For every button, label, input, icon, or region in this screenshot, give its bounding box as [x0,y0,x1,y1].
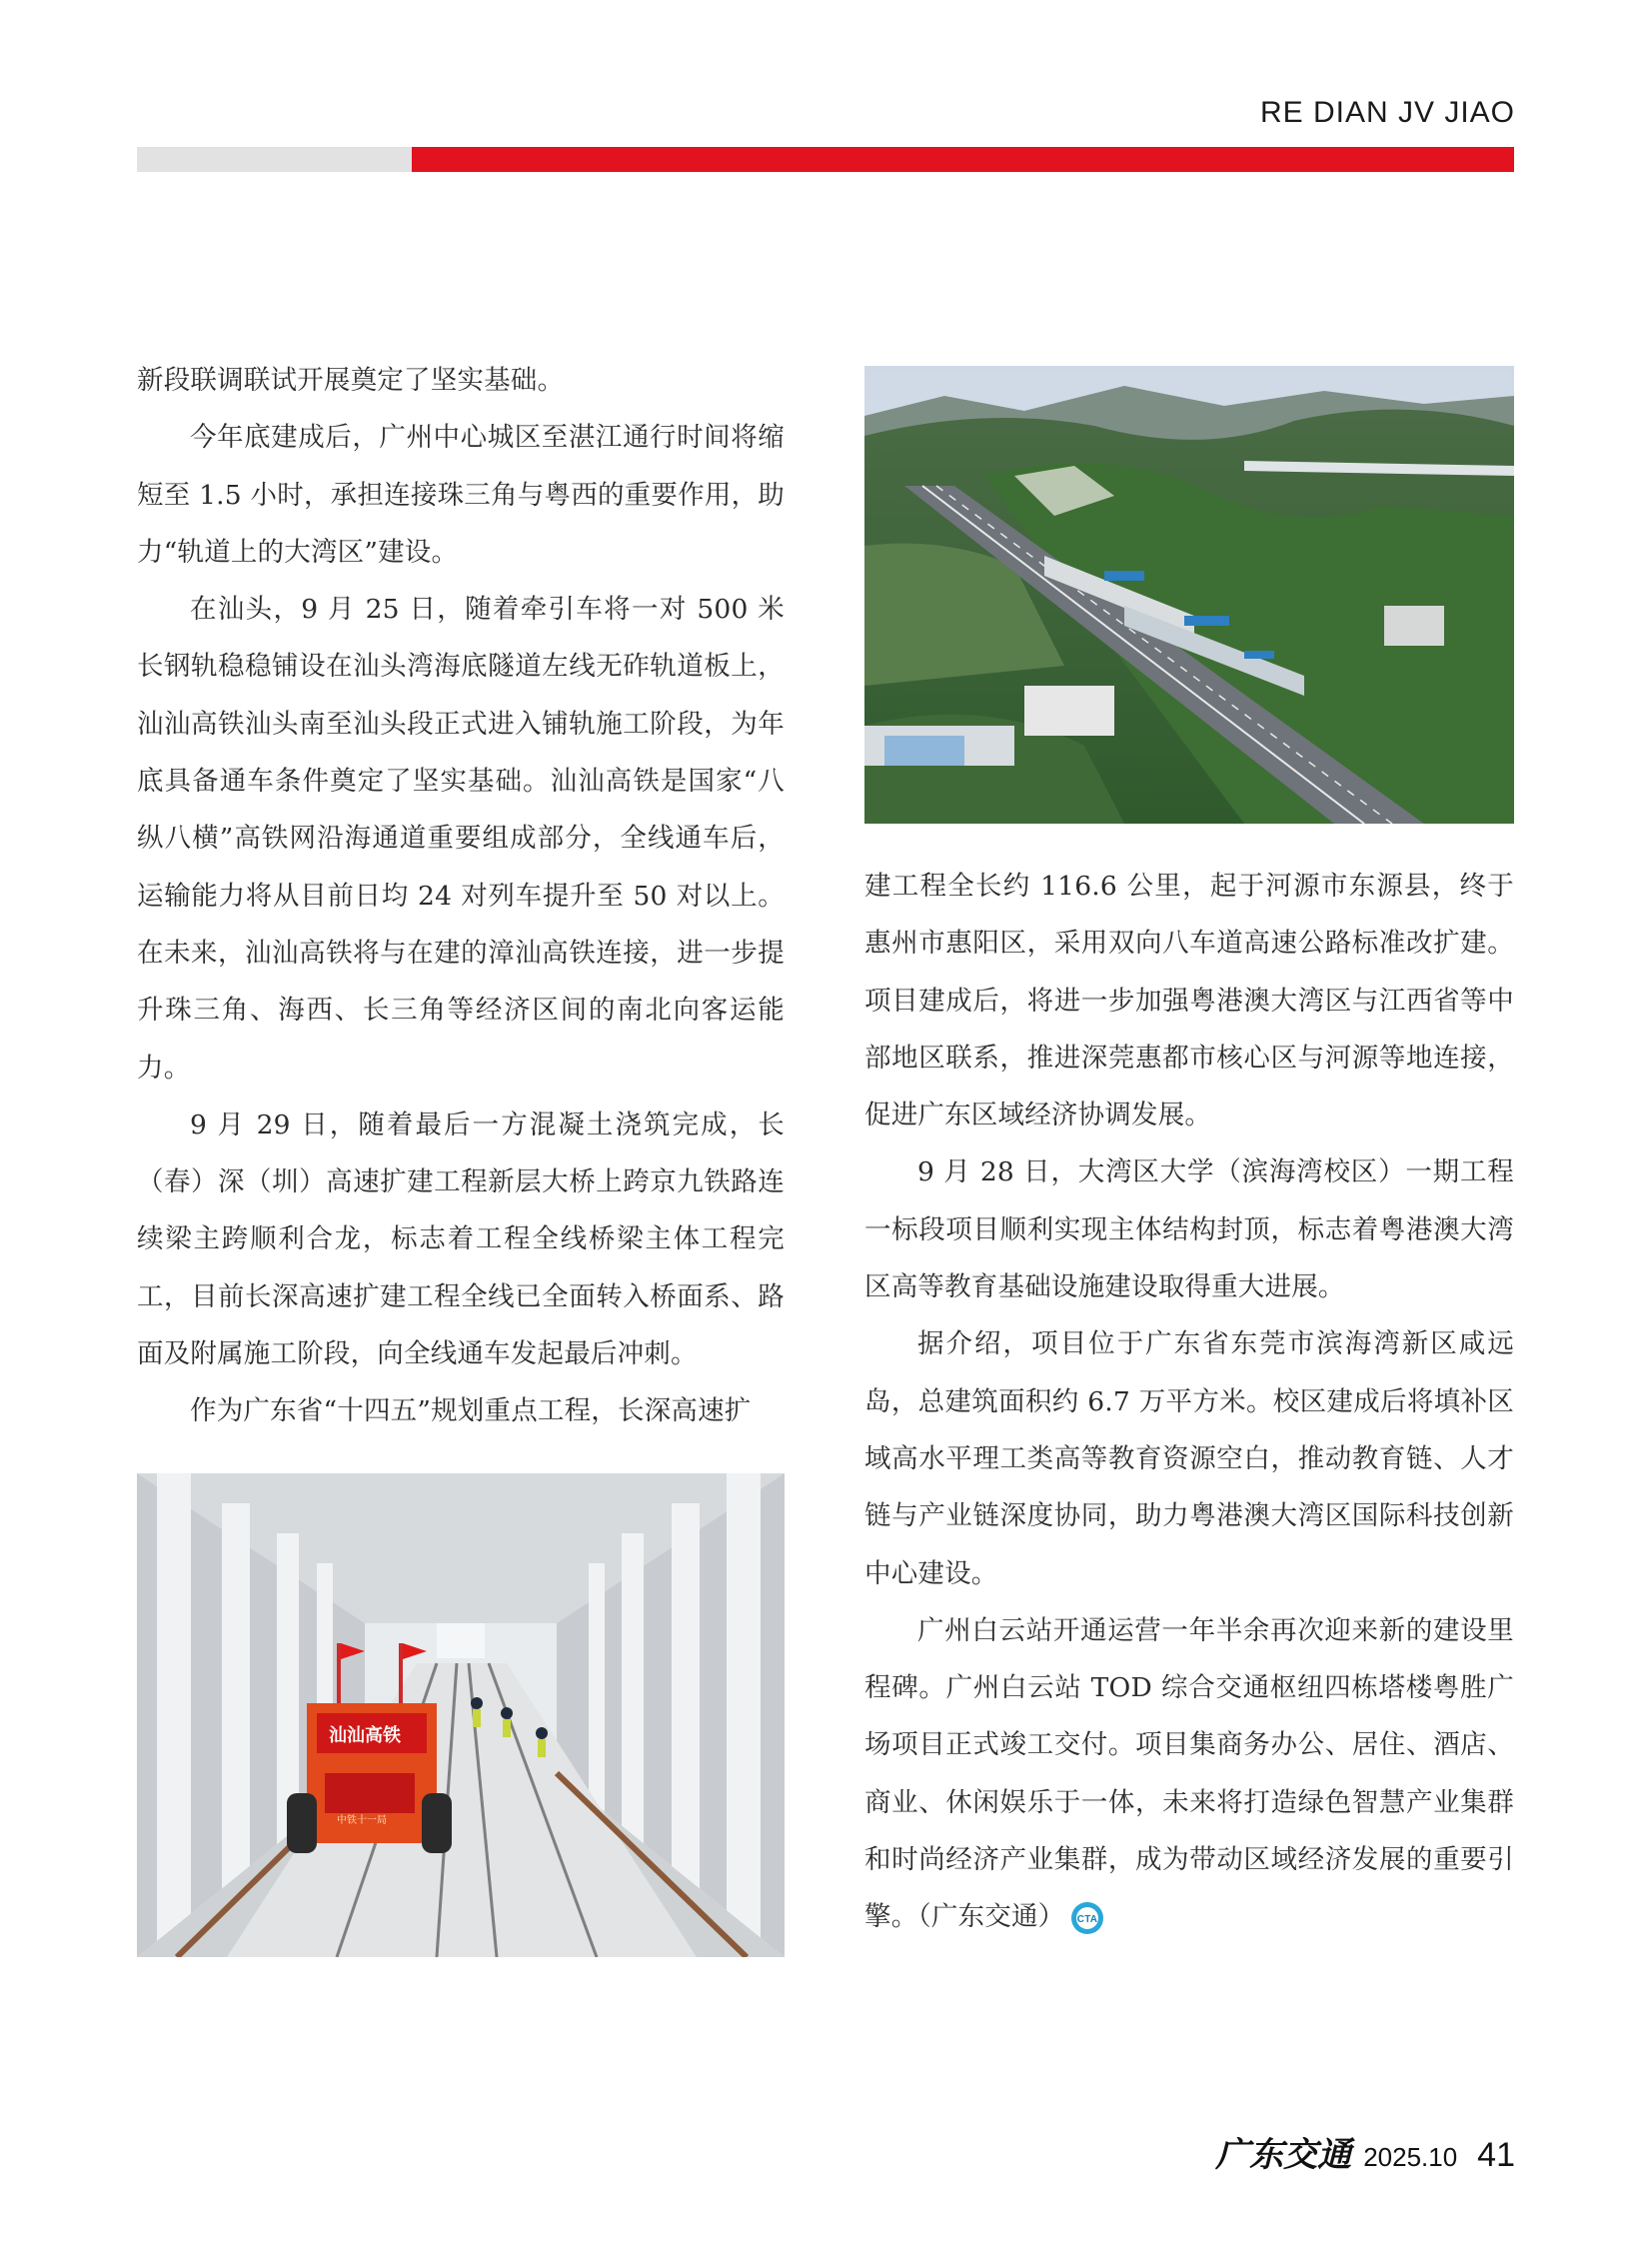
left-text-column [137,352,785,1440]
page-footer [1215,2127,1515,2176]
tunnel-rail-laying-photo [137,1473,785,1957]
header-gray-bar [137,147,412,172]
paragraph: 9 月 28 日，大湾区大学（滨海湾校区）一期工程一标段项目顺利实现主体结构封顶，标志着粤港澳大湾区高等教育基础设施建设取得重大进展。 [864,1156,1514,1303]
paragraph-text: 广州白云站开通运营一年半余再次迎来新的建设里程碑。广州白云站 TOD 综合交通枢纽四栋塔楼粤胜广场项目正式竣工交付。项目集商务办公、居住、酒店、商业、休闲娱乐于一体，未来将打造绿色智慧产业集群和时尚经济产业集群，成为带动区域经济发展的重要引擎。（广东交通） [864,1614,1514,1933]
highway-aerial-photo [864,366,1514,824]
page-number: 41 [1477,2136,1515,2174]
paragraph: 今年底建成后，广州中心城区至湛江通行时间将缩短至 1.5 小时，承担连接珠三角与粤西的重要作用，助力“轨道上的大湾区”建设。 [137,422,785,568]
header-red-bar [412,147,1514,172]
paragraph-with-logo [864,1602,1514,1946]
paragraph: 建工程全长约 116.6 公里，起于河源市东源县，终于惠州市惠阳区，采用双向八车道高速公路标准改扩建。项目建成后，将进一步加强粤港澳大湾区与江西省等中部地区联系，推进深莞惠都市核心区与河源等地连接，促进广东区域经济协调发展。 [864,871,1514,1131]
magazine-name: 广东交通 [1215,2135,1352,2175]
paragraph: 据介绍，项目位于广东省东莞市滨海湾新区咸远岛，总建筑面积约 6.7 万平方米。校区建成后将填补区域高水平理工类高等教育资源空白，推动教育链、人才链与产业链深度协同，助力粤港澳大湾区国际科技创新中心建设。 [864,1328,1514,1589]
right-text-column [864,858,1514,1946]
paragraph: 作为广东省“十四五”规划重点工程，长深高速扩 [190,1395,752,1427]
issue-date: 2025.10 [1363,2142,1458,2172]
tunnel-vehicle-text: 中铁十一局 [337,1815,387,1826]
svg-text:CTA: CTA [1077,1914,1098,1926]
paragraph: 在汕头，9 月 25 日，随着牵引车将一对 500 米长钢轨稳稳铺设在汕头湾海底隧道左线无砟轨道板上，汕汕高铁汕头南至汕头段正式进入铺轨施工阶段，为年底具备通车条件奠定了坚实基础。汕汕高铁是国家“八纵八横”高铁网沿海通道重要组成部分，全线通车后，运输能力将从目前日均 24 对列车提升至 50 对以上。在未来，汕汕高铁将与在建的漳汕高铁连接，进一步提升珠三角、海西、长三角等经济区间的南北向客运能力。 [137,594,785,1084]
tunnel-sign-text: 汕汕高铁 [329,1725,401,1746]
paragraph: 新段联调联试开展奠定了坚实基础。 [137,365,565,396]
cta-logo-icon [1070,1901,1104,1935]
paragraph: 9 月 29 日，随着最后一方混凝土浇筑完成，长（春）深（圳）高速扩建工程新层大桥上跨京九铁路连续梁主跨顺利合龙，标志着工程全线桥梁主体工程完工，目前长深高速扩建工程全线已全面转入桥面系、路面及附属施工阶段，向全线通车发起最后冲刺。 [137,1109,785,1370]
running-header-title: RE DIAN JV JIAO [1259,96,1515,129]
